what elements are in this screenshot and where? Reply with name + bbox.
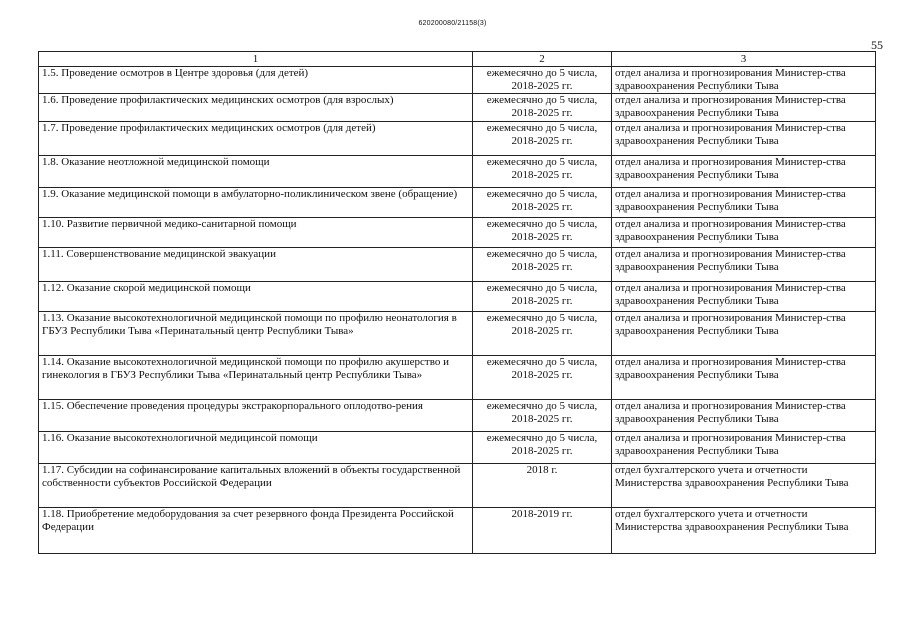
table-row (39, 282, 876, 312)
table-cell-c2: ежемесячно до 5 числа, 2018-2025 гг. (473, 248, 612, 282)
table-cell-c2: ежемесячно до 5 числа, 2018-2025 гг. (473, 188, 612, 218)
table-cell-c3: отдел анализа и прогнозирования Министер-ства здравоохранения Республики Тыва (612, 188, 876, 218)
table-cell-c3: отдел анализа и прогнозирования Министер-ства здравоохранения Республики Тыва (612, 156, 876, 188)
table-cell-c3: отдел анализа и прогнозирования Министер-ства здравоохранения Республики Тыва (612, 94, 876, 122)
table-cell-c2: 2018 г. (473, 464, 612, 508)
header-cell-3: 3 (612, 52, 876, 67)
table-row (39, 218, 876, 248)
table-cell-c1: 1.15. Обеспечение проведения процедуры экстракорпорального оплодотво-рения (39, 400, 473, 432)
page-number: 55 (871, 38, 883, 52)
table-row (39, 464, 876, 508)
table-cell-c1: 1.13. Оказание высокотехнологичной медицинской помощи по профилю неонатология в ГБУЗ Республики Тыва «Перинатальный центр Республики Тыва» (39, 312, 473, 356)
table-cell-c1: 1.8. Оказание неотложной медицинской помощи (39, 156, 473, 188)
table-cell-c2: ежемесячно до 5 числа, 2018-2025 гг. (473, 400, 612, 432)
table-cell-c3: отдел бухгалтерского учета и отчетности Министерства здравоохранения Республики Тыва (612, 508, 876, 554)
data-table (38, 51, 876, 554)
table-row (39, 248, 876, 282)
header-cell-1: 1 (39, 52, 473, 67)
table-cell-c1: 1.12. Оказание скорой медицинской помощи (39, 282, 473, 312)
table-cell-c1: 1.14. Оказание высокотехнологичной медицинской помощи по профилю акушерство и гинекология в ГБУЗ Республики Тыва «Перинатальный центр Республики Тыва» (39, 356, 473, 400)
table-row (39, 67, 876, 94)
table-cell-c1: 1.6. Проведение профилактических медицинских осмотров (для взрослых) (39, 94, 473, 122)
table-header-row (39, 52, 876, 67)
table-row (39, 94, 876, 122)
table-cell-c1: 1.17. Субсидии на софинансирование капитальных вложений в объекты государственной собственности субъектов Российской Федерации (39, 464, 473, 508)
table-cell-c2: ежемесячно до 5 числа, 2018-2025 гг. (473, 122, 612, 156)
table-cell-c3: отдел анализа и прогнозирования Министер-ства здравоохранения Республики Тыва (612, 432, 876, 464)
table-cell-c3: отдел анализа и прогнозирования Министер-ства здравоохранения Республики Тыва (612, 67, 876, 94)
table-row (39, 122, 876, 156)
table-row (39, 432, 876, 464)
table-cell-c3: отдел анализа и прогнозирования Министер-ства здравоохранения Республики Тыва (612, 356, 876, 400)
table-cell-c3: отдел анализа и прогнозирования Министер-ства здравоохранения Республики Тыва (612, 218, 876, 248)
table-cell-c3: отдел анализа и прогнозирования Министер-ства здравоохранения Республики Тыва (612, 248, 876, 282)
header-cell-2: 2 (473, 52, 612, 67)
table-cell-c2: ежемесячно до 5 числа, 2018-2025 гг. (473, 218, 612, 248)
table-cell-c1: 1.11. Совершенствование медицинской эвакуации (39, 248, 473, 282)
table-cell-c3: отдел анализа и прогнозирования Министер-ства здравоохранения Республики Тыва (612, 400, 876, 432)
table-cell-c2: ежемесячно до 5 числа, 2018-2025 гг. (473, 312, 612, 356)
table-cell-c3: отдел анализа и прогнозирования Министер-ства здравоохранения Республики Тыва (612, 312, 876, 356)
document-id: 620200080/21158(3) (418, 20, 487, 27)
table-cell-c3: отдел анализа и прогнозирования Министер-ства здравоохранения Республики Тыва (612, 282, 876, 312)
table-cell-c1: 1.7. Проведение профилактических медицинских осмотров (для детей) (39, 122, 473, 156)
table-cell-c1: 1.10. Развитие первичной медико-санитарной помощи (39, 218, 473, 248)
table-cell-c2: 2018-2019 гг. (473, 508, 612, 554)
table-row (39, 156, 876, 188)
table-row (39, 188, 876, 218)
table-cell-c2: ежемесячно до 5 числа, 2018-2025 гг. (473, 356, 612, 400)
table-cell-c2: ежемесячно до 5 числа, 2018-2025 гг. (473, 67, 612, 94)
table-cell-c3: отдел анализа и прогнозирования Министер-ства здравоохранения Республики Тыва (612, 122, 876, 156)
table-row (39, 400, 876, 432)
table-row (39, 356, 876, 400)
table-cell-c1: 1.9. Оказание медицинской помощи в амбулаторно-поликлиническом звене (обращение) (39, 188, 473, 218)
table-cell-c2: ежемесячно до 5 числа, 2018-2025 гг. (473, 432, 612, 464)
table-row (39, 312, 876, 356)
table-cell-c1: 1.5. Проведение осмотров в Центре здоровья (для детей) (39, 67, 473, 94)
table-cell-c2: ежемесячно до 5 числа, 2018-2025 гг. (473, 94, 612, 122)
table-cell-c3: отдел бухгалтерского учета и отчетности Министерства здравоохранения Республики Тыва (612, 464, 876, 508)
table-cell-c1: 1.18. Приобретение медоборудования за счет резервного фонда Президента Российской Федерации (39, 508, 473, 554)
table-row (39, 508, 876, 554)
table-cell-c2: ежемесячно до 5 числа, 2018-2025 гг. (473, 282, 612, 312)
table-cell-c1: 1.16. Оказание высокотехнологичной медицинсой помощи (39, 432, 473, 464)
table-cell-c2: ежемесячно до 5 числа, 2018-2025 гг. (473, 156, 612, 188)
